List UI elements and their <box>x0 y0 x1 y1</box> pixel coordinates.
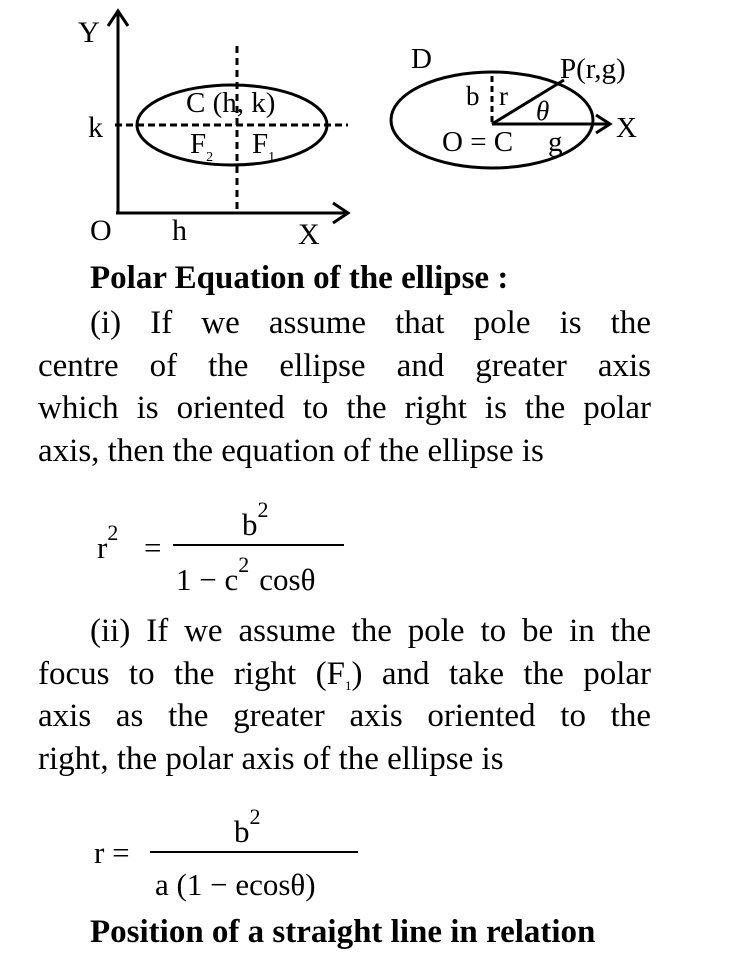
y-axis-label: Y <box>78 16 100 49</box>
paragraph-1-line-1: (i) If we assume that pole is the <box>90 305 651 341</box>
paragraph-1-line-2: centre of the ellipse and greater axis <box>38 347 651 384</box>
eq1-lhs: $r^2$ <box>97 520 119 565</box>
eq2-numerator: $b^2$ <box>234 804 261 849</box>
centre-label: C (h, k) <box>186 87 276 119</box>
paragraph-2-subscript-1: 1 <box>344 677 352 693</box>
paragraph-2-line-4: right, the polar axis of the ellipse is <box>38 740 504 777</box>
paragraph-2-line-2-part-b: ) and take the polar <box>351 655 651 692</box>
f1-label: $F_1$ <box>252 128 276 165</box>
point-p-label: P(r,g) <box>560 53 626 85</box>
oc-label: O = C <box>442 126 514 158</box>
h-label: h <box>172 214 187 247</box>
heading-position-line: Position of a straight line in relation <box>90 914 596 950</box>
paragraph-2-line-3: axis as the greater axis oriented to the <box>38 698 651 734</box>
eq1-numerator: $b^2$ <box>242 497 269 542</box>
k-label: k <box>88 111 103 144</box>
ellipse-cartesian-figure <box>0 0 380 250</box>
x-axis-label: X <box>298 218 320 250</box>
equation-1 <box>80 495 380 605</box>
eq1-denominator: $1 - c^2$ cosθ <box>176 552 316 597</box>
d-label: D <box>411 43 432 75</box>
equation-2 <box>80 800 400 910</box>
eq2-lhs: r = <box>94 835 130 870</box>
paragraph-2-line-2-part-a: focus to the right (F <box>38 655 345 692</box>
paragraph-1 <box>38 302 651 472</box>
paragraph-1-line-4: axis, then the equation of the ellipse is <box>38 432 544 469</box>
paragraph-1-line-3: which is oriented to the right is the polar <box>38 390 651 426</box>
origin-label: O <box>90 214 112 247</box>
paragraph-2-line-2 <box>38 653 651 696</box>
ellipse-polar-figure <box>380 0 680 200</box>
paragraph-2 <box>38 610 651 780</box>
f2-label: $F_2$ <box>190 128 214 165</box>
heading-polar-equation: Polar Equation of the ellipse : <box>90 260 509 296</box>
paragraph-2-line-1: (ii) If we assume the pole to be in the <box>90 613 651 649</box>
b-label: b <box>466 81 480 111</box>
eq1-equals: = <box>144 530 162 565</box>
r-label: r <box>499 81 508 111</box>
g-label: g <box>548 126 563 158</box>
eq2-denominator: a (1 − ecosθ) <box>155 867 316 902</box>
theta-label: θ <box>536 96 550 126</box>
polar-x-label: X <box>616 112 637 144</box>
